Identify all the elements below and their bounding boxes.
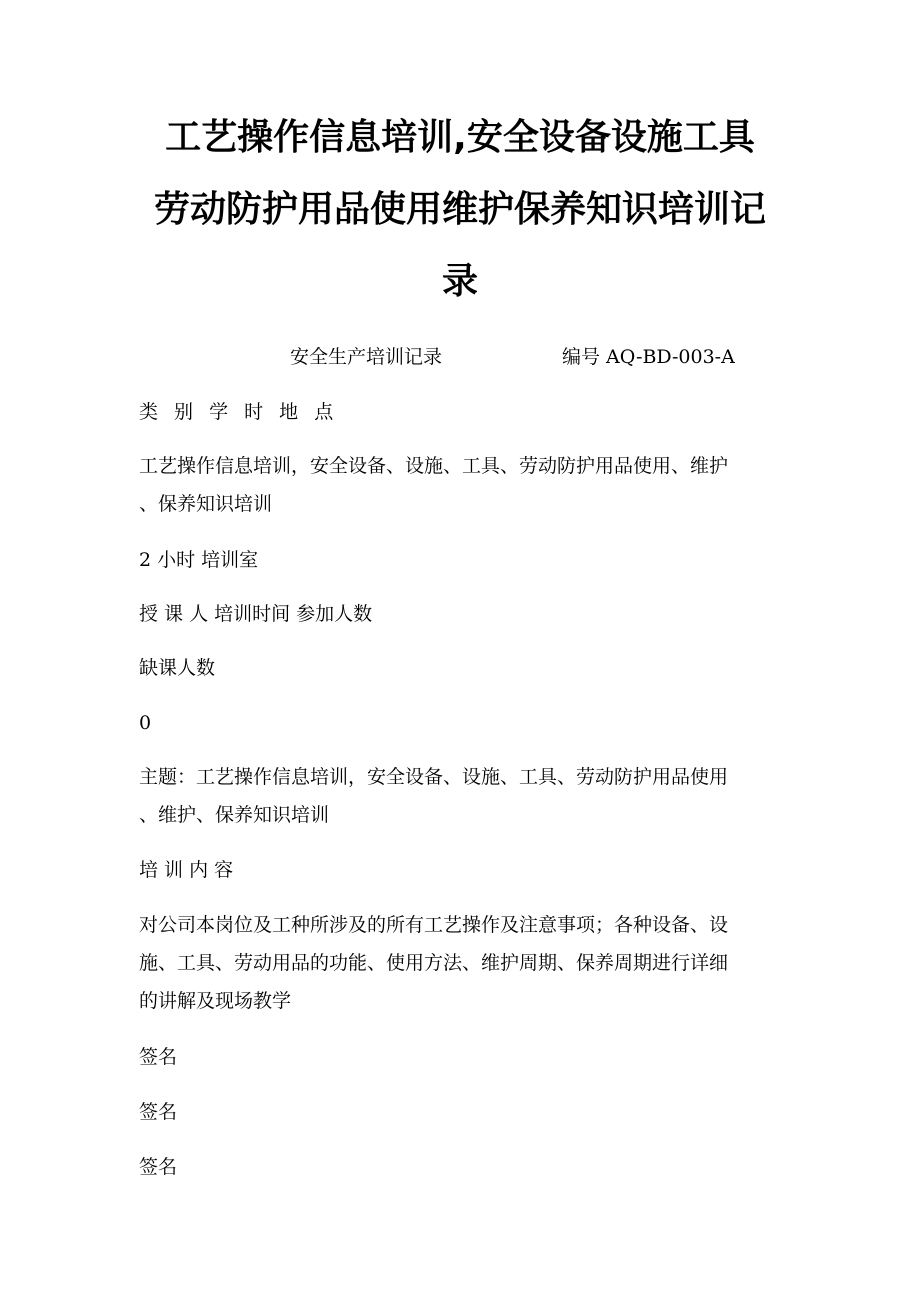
topic-line-1: 主题：工艺操作信息培训，安全设备、设施、工具、劳动防护用品使用 [139, 766, 729, 788]
hours-location-value: 2 小时 培训室 [139, 549, 259, 571]
category-text-line-2: 、保养知识培训 [139, 493, 273, 515]
record-number: 编号 AQ-BD-003-A [562, 346, 735, 368]
training-content-line-1: 对公司本岗位及工种所涉及的所有工艺操作及注意事项；各种设备、设 [139, 914, 729, 936]
category-text-line-1: 工艺操作信息培训，安全设备、设施、工具、劳动防护用品使用、维护 [139, 455, 729, 477]
record-type: 安全生产培训记录 [290, 346, 443, 368]
document-title-line-1: 工艺操作信息培训,安全设备设施工具 [165, 117, 755, 158]
signature-label-1: 签名 [139, 1046, 178, 1068]
absent-count-label: 缺课人数 [139, 657, 216, 679]
training-content-label: 培 训 内 容 [139, 859, 234, 881]
absent-count-value: 0 [139, 712, 152, 734]
document-title-line-2: 劳动防护用品使用维护保养知识培训记 [153, 189, 766, 230]
signature-label-3: 签名 [139, 1156, 178, 1178]
signature-label-2: 签名 [139, 1101, 178, 1123]
document-title-line-3: 录 [441, 261, 478, 302]
training-content-line-2: 施、工具、劳动用品的功能、使用方法、维护周期、保养周期进行详细 [139, 952, 729, 974]
topic-line-2: 、维护、保养知识培训 [139, 804, 330, 826]
header-instructor-time-attendees: 授 课 人 培训时间 参加人数 [139, 603, 373, 625]
training-content-line-3: 的讲解及现场教学 [139, 990, 292, 1012]
header-category-hours-location: 类 别 学 时 地 点 [139, 401, 334, 423]
